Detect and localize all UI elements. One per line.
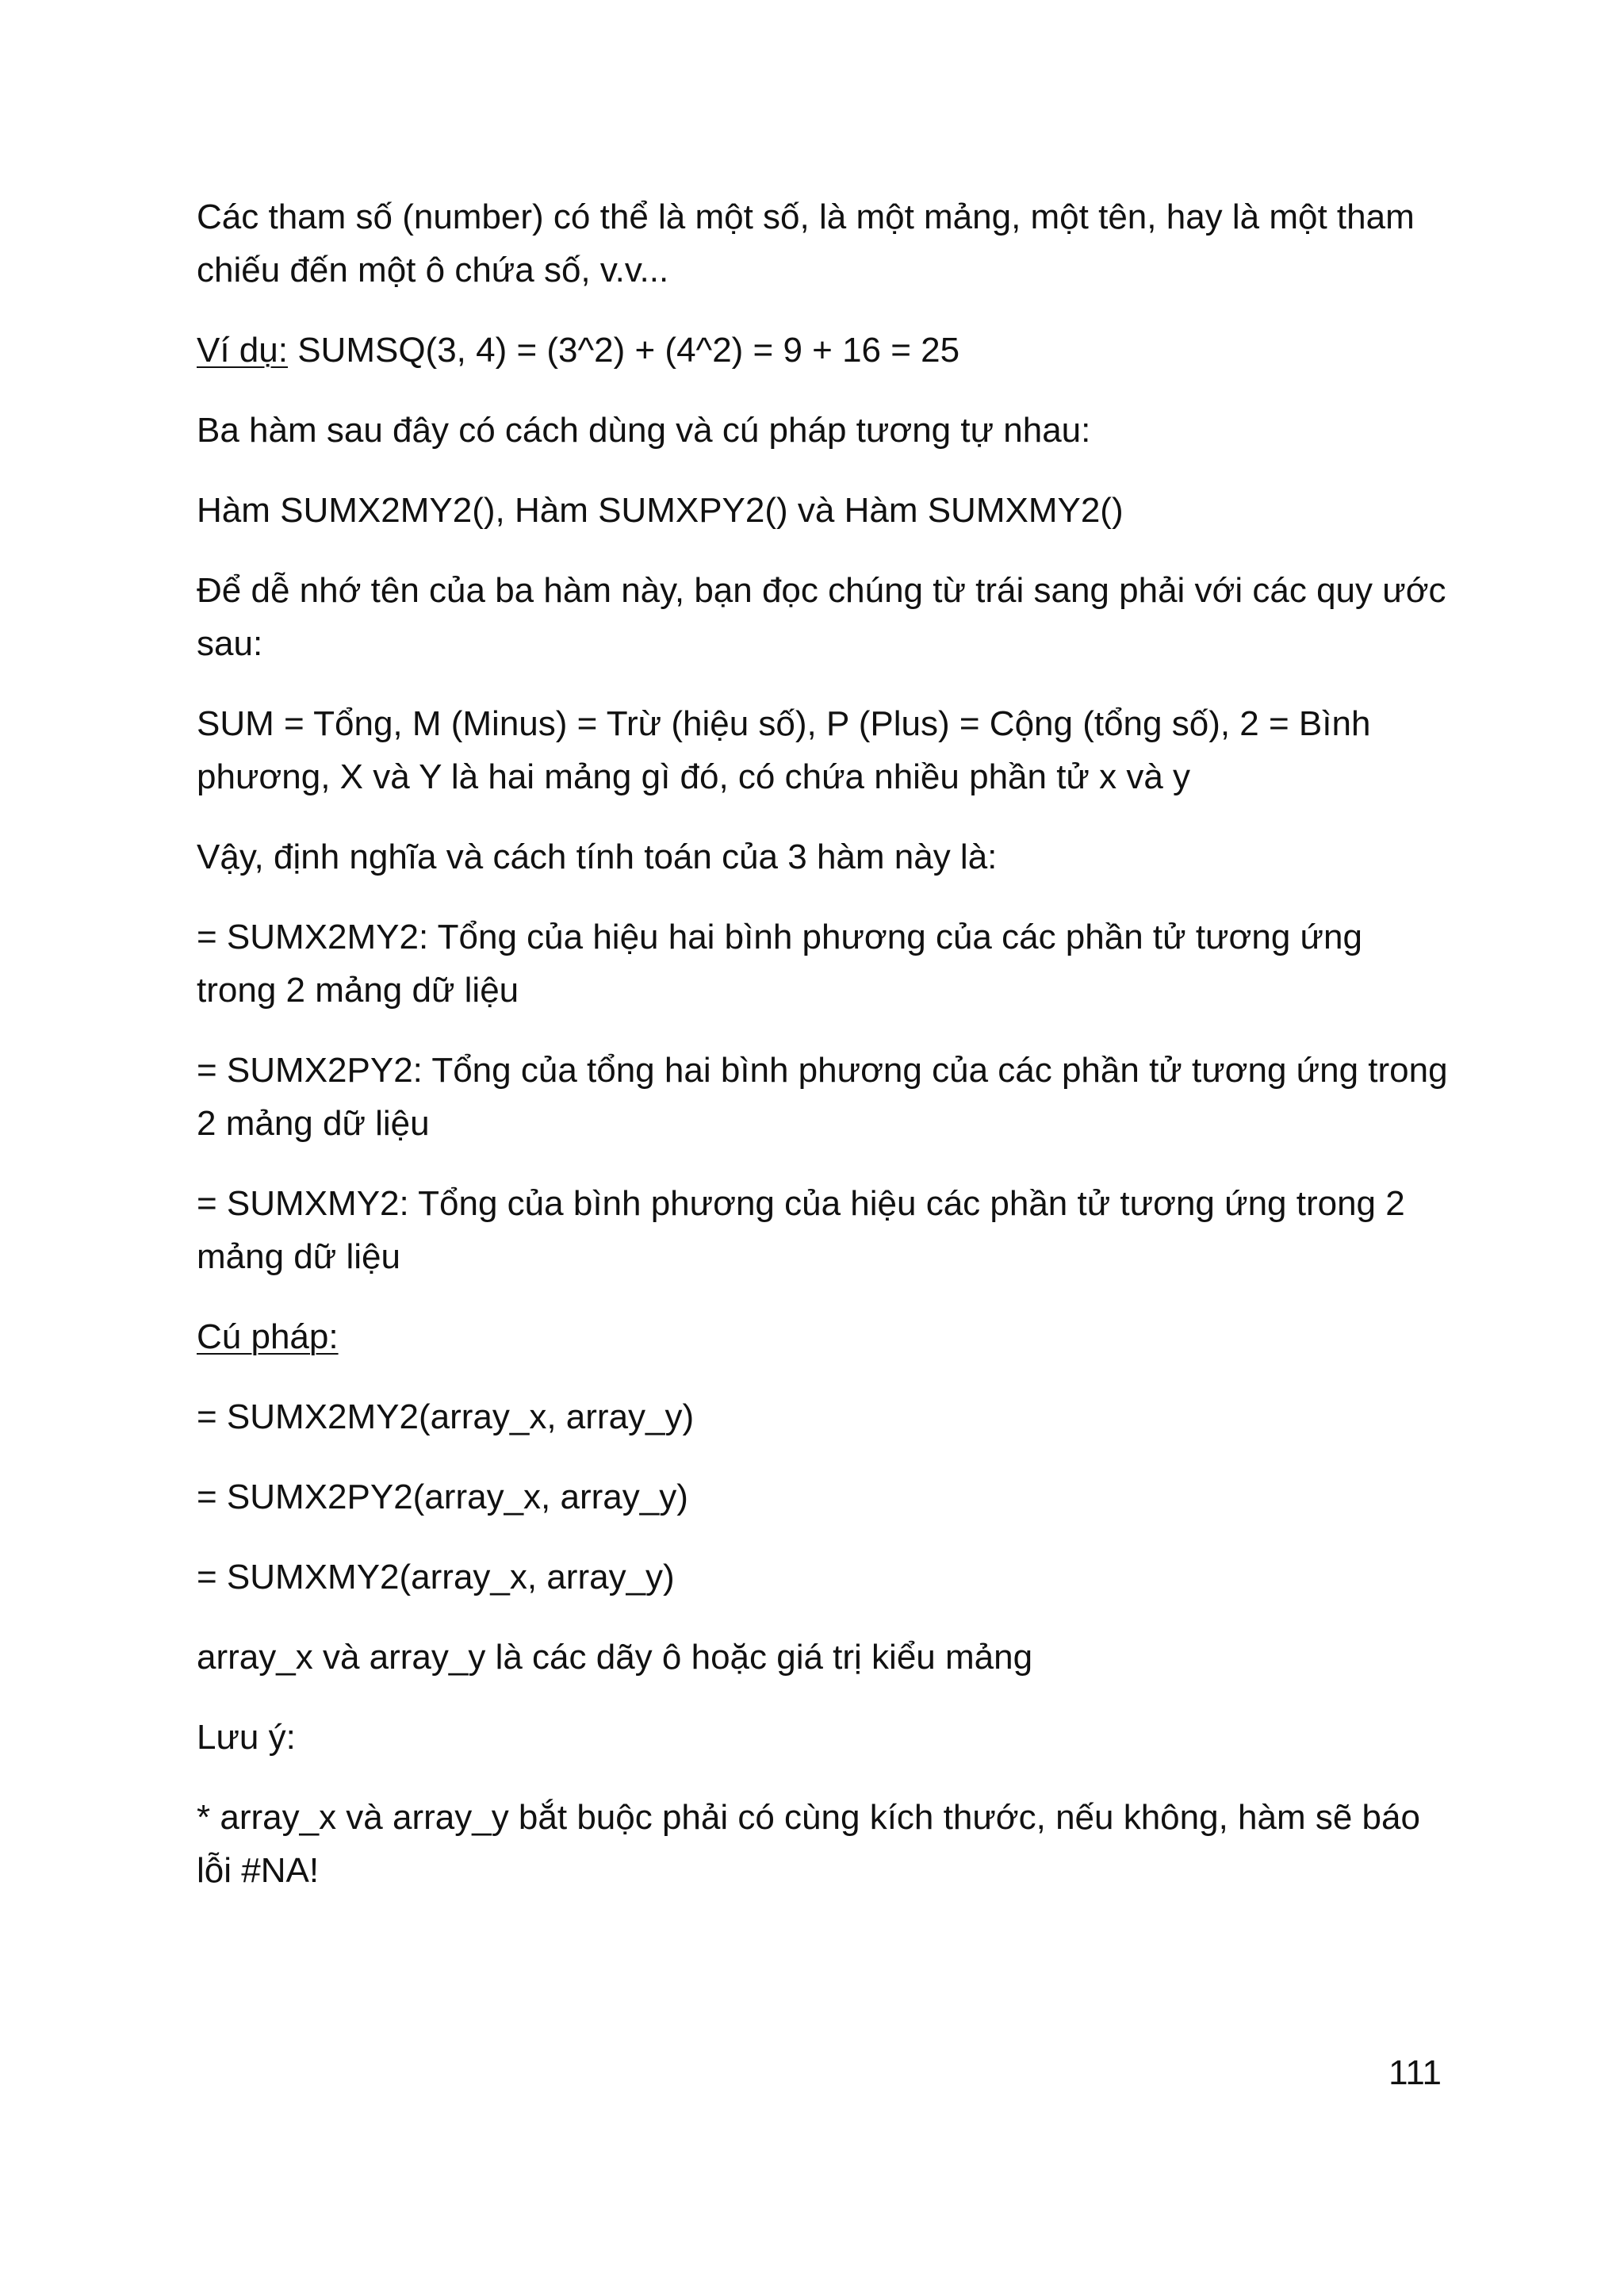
paragraph-naming-convention: Để dễ nhớ tên của ba hàm này, bạn đọc chúng từ trái sang phải với các quy ước sau:: [197, 571, 1446, 663]
example-label: Ví dụ:: [197, 331, 288, 370]
paragraph-note-heading: Lưu ý:: [197, 1718, 296, 1757]
paragraph-function-names: Hàm SUMX2MY2(), Hàm SUMXPY2() và Hàm SUMXMY2(): [197, 491, 1124, 530]
paragraph-parameters: Các tham số (number) có thể là một số, là một mảng, một tên, hay là một tham chiếu đến một ô chứa số, v.v...: [197, 197, 1415, 289]
syntax-sumxmy2: = SUMXMY2(array_x, array_y): [197, 1558, 675, 1596]
syntax-label: Cú pháp:: [197, 1317, 339, 1356]
example-text: SUMSQ(3, 4) = (3^2) + (4^2) = 9 + 16 = 25: [287, 331, 960, 370]
paragraph-note-size: * array_x và array_y bắt buộc phải có cùng kích thước, nếu không, hàm sẽ báo lỗi #NA!: [197, 1798, 1420, 1890]
page-number: 111: [1388, 2053, 1442, 2092]
paragraph-three-functions-intro: Ba hàm sau đây có cách dùng và cú pháp tương tự nhau:: [197, 411, 1091, 450]
paragraph-array-description: array_x và array_y là các dãy ô hoặc giá trị kiểu mảng: [197, 1638, 1033, 1677]
page-content: [197, 190, 1450, 1924]
paragraph-sumx2py2-definition: = SUMX2PY2: Tổng của tổng hai bình phương của các phần tử tương ứng trong 2 mảng dữ liệu: [197, 1051, 1448, 1143]
paragraph-definitions-intro: Vậy, định nghĩa và cách tính toán của 3 hàm này là:: [197, 838, 998, 876]
paragraph-sumxmy2-definition: = SUMXMY2: Tổng của bình phương của hiệu các phần tử tương ứng trong 2 mảng dữ liệu: [197, 1184, 1405, 1276]
paragraph-example: [197, 324, 1450, 377]
syntax-sumx2my2: = SUMX2MY2(array_x, array_y): [197, 1397, 695, 1436]
syntax-sumx2py2: = SUMX2PY2(array_x, array_y): [197, 1478, 688, 1516]
paragraph-syntax-heading: [197, 1310, 1450, 1363]
paragraph-sumx2my2-definition: = SUMX2MY2: Tổng của hiệu hai bình phương của các phần tử tương ứng trong 2 mảng dữ liệu: [197, 918, 1362, 1010]
paragraph-convention-definitions: SUM = Tổng, M (Minus) = Trừ (hiệu số), P (Plus) = Cộng (tổng số), 2 = Bình phương, X và Y là hai mảng gì đó, có chứa nhiều phần tử x và y: [197, 704, 1371, 796]
